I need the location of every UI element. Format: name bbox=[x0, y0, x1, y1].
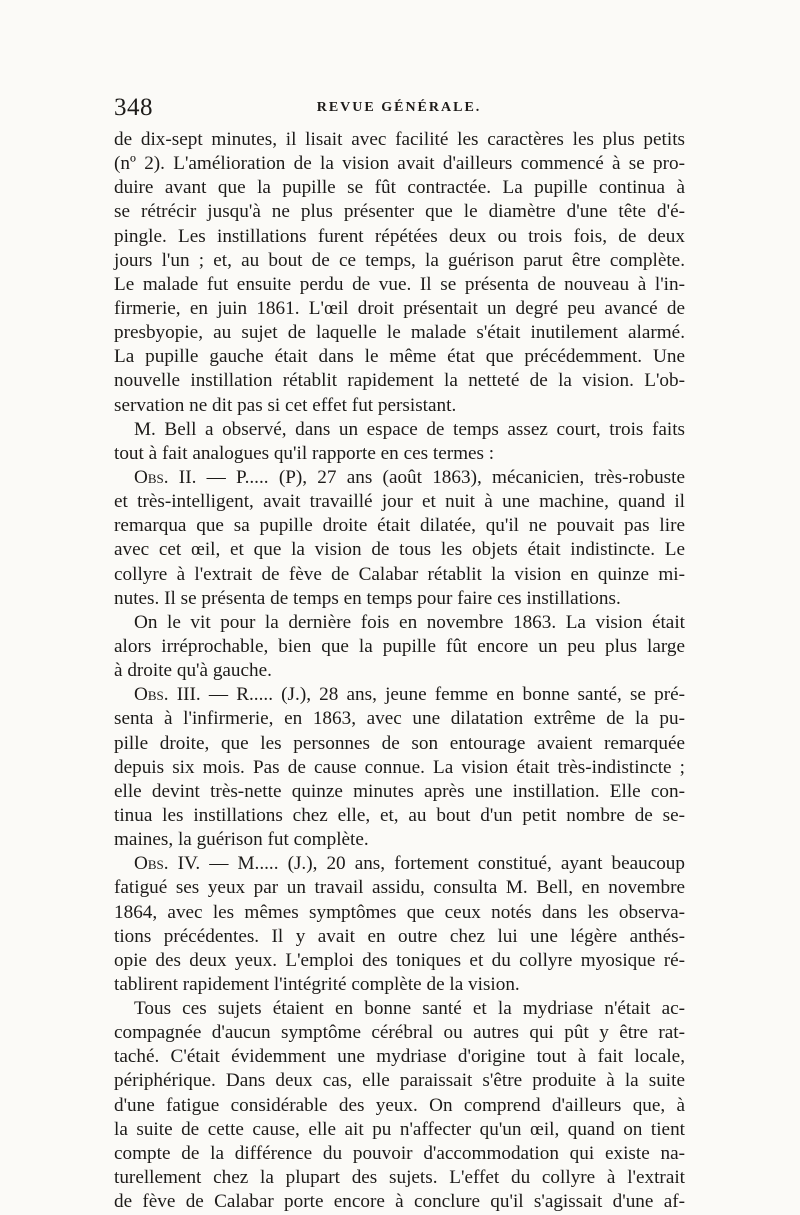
text-line: senta à l'infirmerie, en 1863, avec une dilatation extrême de la pu- bbox=[114, 708, 685, 730]
text-line: Obs. III. — R..... (J.), 28 ans, jeune femme en bonne santé, se pré- bbox=[134, 684, 685, 706]
text-line: depuis six mois. Pas de cause connue. La vision était très-indistincte ; bbox=[114, 756, 685, 778]
page-number: 348 bbox=[114, 94, 153, 121]
text-line: compagnée d'aucun symptôme cérébral ou autres qui pût y être rat- bbox=[114, 1022, 685, 1044]
text-line: pingle. Les instillations furent répétées deux ou trois fois, de deux bbox=[114, 225, 685, 247]
text-line: Obs. II. — P..... (P), 27 ans (août 1863), mécanicien, très-robuste bbox=[134, 466, 685, 488]
text-line: se rétrécir jusqu'à ne plus présenter que le diamètre d'une tête d'é- bbox=[114, 201, 685, 223]
text-line: de dix-sept minutes, il lisait avec facilité les caractères les plus petits bbox=[114, 129, 685, 150]
text-line: périphérique. Dans deux cas, elle paraissait s'être produite à la suite bbox=[114, 1070, 685, 1092]
text-line: la suite de cette cause, elle ait pu n'affecter qu'un œil, quand on tient bbox=[114, 1118, 685, 1140]
text-line: 1864, avec les mêmes symptômes que ceux notés dans les observa- bbox=[114, 901, 685, 923]
text-line: (nº 2). L'amélioration de la vision avait d'ailleurs commencé à se pro- bbox=[114, 153, 685, 175]
text-line: compte de la différence du pouvoir d'accommodation qui existe na- bbox=[114, 1142, 685, 1164]
text-line: maines, la guérison fut complète. bbox=[114, 829, 369, 851]
text-line: tout à fait analogues qu'il rapporte en ces termes : bbox=[114, 442, 495, 464]
text-line: elle devint très-nette quinze minutes après une instillation. Elle con- bbox=[114, 780, 685, 802]
text-line: nouvelle instillation rétablit rapidement la netteté de la vision. L'ob- bbox=[114, 370, 685, 392]
text-line: La pupille gauche était dans le même état que précédemment. Une bbox=[114, 346, 685, 368]
text-line: Le malade fut ensuite perdu de vue. Il se présenta de nouveau à l'in- bbox=[114, 273, 685, 295]
text-line: fatigué ses yeux par un travail assidu, consulta M. Bell, en novembre bbox=[114, 877, 685, 899]
text-line: turellement chez la plupart des sujets. L'effet du collyre à l'extrait bbox=[114, 1167, 685, 1189]
text-line: tions précédentes. Il y avait en outre chez lui une légère anthés- bbox=[114, 925, 685, 947]
text-line: presbyopie, au sujet de laquelle le malade s'était inutilement alarmé. bbox=[114, 322, 685, 344]
text-line: et très-intelligent, avait travaillé jour et nuit à une machine, quand il bbox=[114, 491, 685, 513]
text-line: tinua les instillations chez elle, et, au bout d'un petit nombre de se- bbox=[114, 804, 685, 826]
text-line: jours l'un ; et, au bout de ce temps, la guérison parut être complète. bbox=[114, 249, 685, 271]
page-header bbox=[112, 94, 686, 124]
running-title: REVUE GÉNÉRALE. bbox=[316, 100, 482, 115]
body-text bbox=[114, 128, 685, 1214]
text-line: firmerie, en juin 1861. L'œil droit présentait un degré peu avancé de bbox=[114, 297, 685, 319]
text-line: opie des deux yeux. L'emploi des toniques et du collyre myosique ré- bbox=[114, 949, 685, 971]
text-line: collyre à l'extrait de fève de Calabar rétablit la vision en quinze mi- bbox=[114, 563, 685, 585]
text-line: duire avant que la pupille se fût contractée. La pupille continua à bbox=[114, 177, 685, 199]
text-line: Tous ces sujets étaient en bonne santé et la mydriase n'était ac- bbox=[134, 998, 685, 1020]
text-line: remarqua que sa pupille droite était dilatée, qu'il ne pouvait pas lire bbox=[114, 515, 685, 537]
text-line: nutes. Il se présenta de temps en temps pour faire ces instillations. bbox=[114, 587, 621, 609]
text-line: servation ne dit pas si cet effet fut persistant. bbox=[114, 394, 457, 416]
text-line: à droite qu'à gauche. bbox=[114, 660, 272, 682]
text-line: Obs. IV. — M..... (J.), 20 ans, fortement constitué, ayant beaucoup bbox=[134, 853, 685, 875]
text-line: On le vit pour la dernière fois en novembre 1863. La vision était bbox=[134, 611, 685, 633]
text-line: M. Bell a observé, dans un espace de temps assez court, trois faits bbox=[134, 418, 685, 440]
text-line: tablirent rapidement l'intégrité complète de la vision. bbox=[114, 973, 520, 995]
text-line: avec cet œil, et que la vision de tous les objets était indistincte. Le bbox=[114, 539, 685, 561]
text-line: de fève de Calabar porte encore à conclure qu'il s'agissait d'une af- bbox=[114, 1191, 685, 1213]
text-line: taché. C'était évidemment une mydriase d'origine tout à fait locale, bbox=[114, 1046, 685, 1068]
text-line: alors irréprochable, bien que la pupille fût encore un peu plus large bbox=[114, 635, 685, 657]
text-line: pille droite, que les personnes de son entourage avaient remarquée bbox=[114, 732, 685, 754]
text-line: d'une fatigue considérable des yeux. On comprend d'ailleurs que, à bbox=[114, 1094, 685, 1116]
